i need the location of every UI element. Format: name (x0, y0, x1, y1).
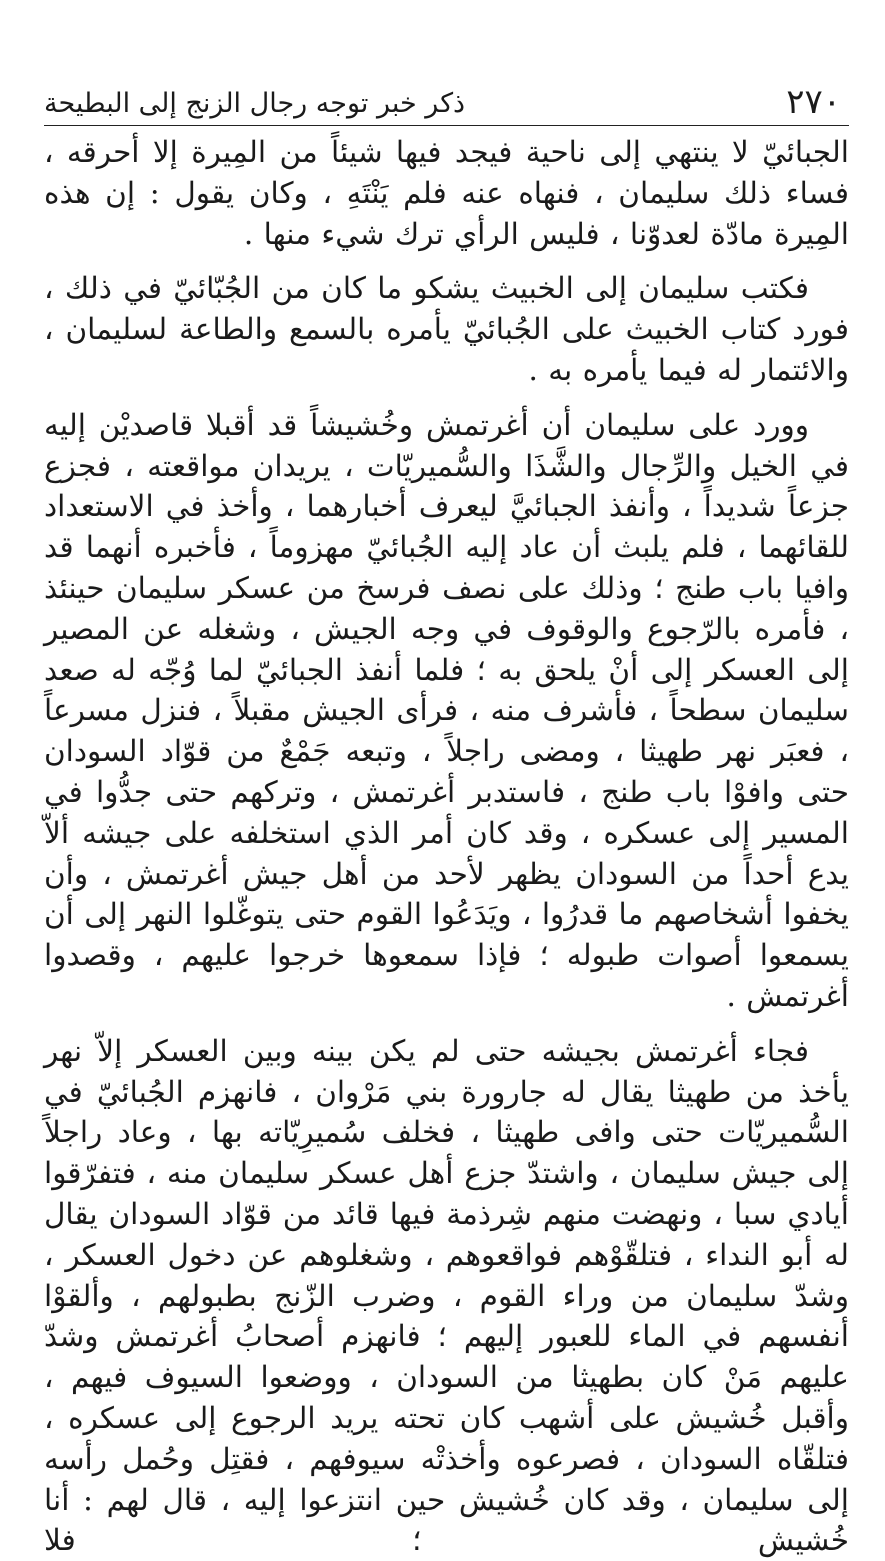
running-title: ذكر خبر توجه رجال الزنج إلى البطيحة (44, 88, 466, 119)
page-header (44, 82, 849, 126)
paragraph: الجبائيّ لا ينتهي إلى ناحية فيجد فيها شيئاً من المِيرة إلا أحرقه ، فساء ذلك سليمان ، فنهاه عنه فلم يَنْتَهِ ، وكان يقول : إن هذه المِيرة مادّة لعدوّنا ، فليس الرأي ترك شيء منها . (44, 135, 849, 251)
paragraph: فجاء أغرتمش بجيشه حتى لم يكن بينه وبين العسكر إلاّ نهر يأخذ من طهيثا يقال له جارورة بني مَرْوان ، فانهزم الجُبائيّ في السُّميريّات حتى وافى طهيثا ، فخلف سُميرِيّاته بها ، وعاد راجلاً إلى جيش سليمان ، واشتدّ جزع أهل عسكر سليمان منه ، فتفرّقوا أيادي سبا ، ونهضت منهم شِرذمة فيها قائد من قوّاد السودان يقال له أبو النداء ، فتلقّوْهم فواقعوهم ، وشغلوهم عن دخول العسكر ، وشدّ سليمان من وراء القوم ، وضرب الزّنج بطبولهم ، وألقوْا أنفسهم في الماء للعبور إليهم ؛ فانهزم أصحابُ أغرتمش وشدّ عليهم مَنْ كان بطهيثا من السودان ، ووضعوا السيوف فيهم ، وأقبل خُشيش على أشهب كان تحته يريد الرجوع إلى عسكره ، فتلقّاه السودان ، فصرعوه وأخذتْه سيوفهم ، فقتِل وحُمل رأسه إلى سليمان ، وقد كان خُشيش حين انتزعوا إليه ، قال لهم : أنا خُشيش ؛ فلا (44, 1033, 849, 1558)
body-text (44, 132, 849, 1561)
paragraph: وورد على سليمان أن أغرتمش وخُشيشاً قد أقبلا قاصديْن إليه في الخيل والرِّجال والشَّذَا والسُّميريّات ، يريدان مواقعته ، فجزع جزعاً شديداً ، وأنفذ الجبائيَّ ليعرف أخبارهما ، وأخذ في الاستعداد للقائهما ، فلم يلبث أن عاد إليه الجُبائيّ مهزوماً ، فأخبره أنهما قد وافيا باب طنج ؛ وذلك على نصف فرسخ من عسكر سليمان حينئذ ، فأمره بالرّجوع والوقوف في وجه الجيش ، وشغله عن المصير إلى العسكر إلى أنْ يلحق به ؛ فلما أنفذ الجبائيّ لما وُجّه له صعد سليمان سطحاً ، فأشرف منه ، فرأى الجيش مقبلاً ، فنزل مسرعاً ، فعبَر نهر طهيثا ، ومضى راجلاً ، وتبعه جَمْعٌ من قوّاد السودان حتى وافوْا باب طنج ، فاستدبر أغرتمش ، وتركهم حتى جدُّوا في المسير إلى عسكره ، وقد كان أمر الذي استخلفه على جيشه ألاّ يدع أحداً من السودان يظهر لأحد من أهل جيش أغرتمش ، وأن يخفوا أشخاصهم ما قدرُوا ، ويَدَعُوا القوم حتى يتوغّلوا النهر إلى أن يسمعوا أصوات طبوله ؛ فإذا سمعوها خرجوا عليهم ، وقصدوا أغرتمش . (44, 407, 849, 1013)
page-number: ٢٧٠ (786, 82, 841, 122)
paragraph: فكتب سليمان إلى الخبيث يشكو ما كان من الجُبّائيّ في ذلك ، فورد كتاب الخبيث على الجُبائيّ يأمره بالسمع والطاعة لسليمان ، والائتمار له فيما يأمره به . (44, 271, 849, 387)
book-page (44, 82, 849, 1558)
